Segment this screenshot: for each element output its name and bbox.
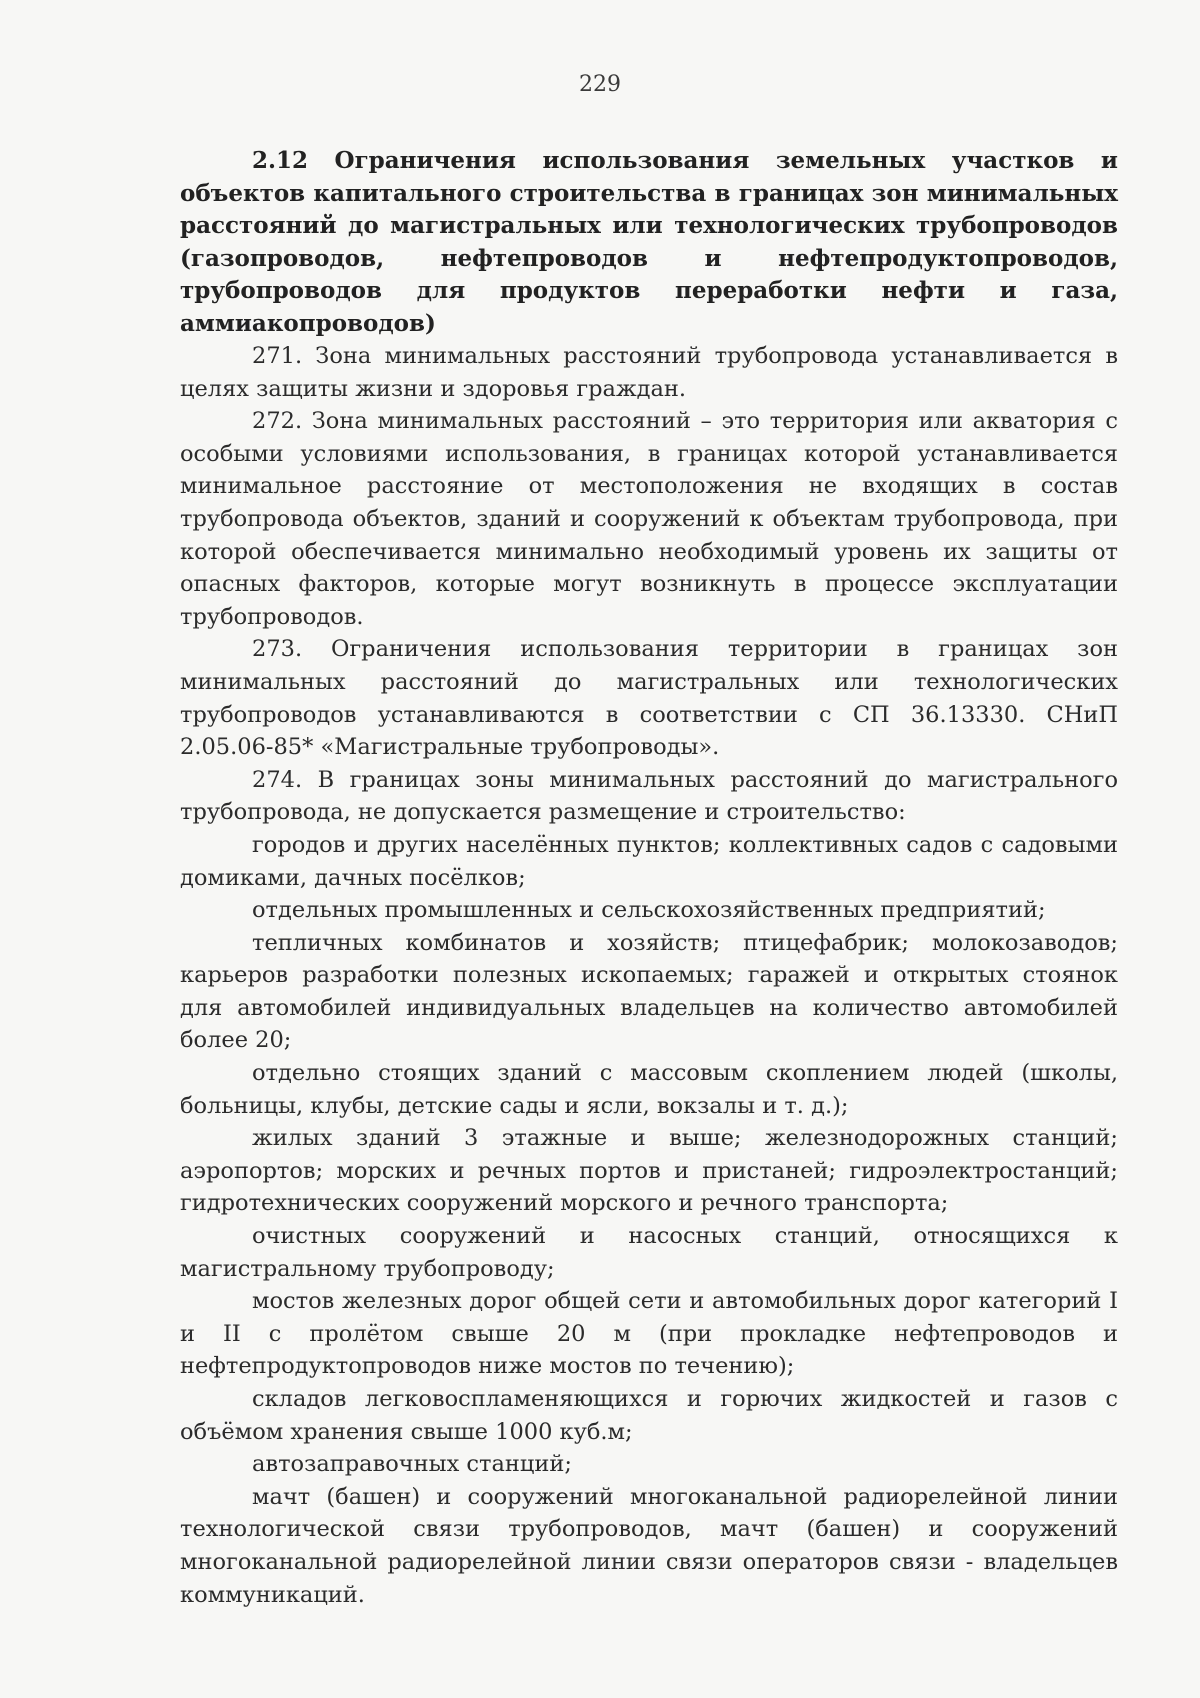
section-title: 2.12 Ограничения использования земельных участков и объектов капитального строительства в границах зон минимальных расстояний до магистральных или технологических трубопроводов (газопроводов, нефтепроводов и нефтепродуктопроводов, трубопроводов для продуктов переработки нефти и газа, аммиакопроводов) (180, 147, 1118, 337)
list-item: очистных сооружений и насосных станций, относящихся к магистральному трубопроводу; (180, 1223, 1118, 1282)
list-item: складов легковоспламеняющихся и горючих жидкостей и газов с объёмом хранения свыше 1000 куб.м; (180, 1386, 1118, 1445)
list-item: мостов железных дорог общей сети и автомобильных дорог категорий I и II с пролётом свыше 20 м (при прокладке нефтепроводов и нефтепродуктопроводов ниже мостов по течению); (180, 1288, 1118, 1380)
list-item: отдельных промышленных и сельскохозяйственных предприятий; (252, 897, 1046, 924)
document-body (180, 145, 1118, 1611)
paragraph-274: 274. В границах зоны минимальных расстояний до магистрального трубопровода, не допускается размещение и строительство: (180, 766, 1118, 826)
list-item: тепличных комбинатов и хозяйств; птицефабрик; молокозаводов; карьеров разработки полезных ископаемых; гаражей и открытых стоянок для автомобилей индивидуальных владельцев на количество автомобилей более 20; (180, 929, 1118, 1054)
page-number: 229 (579, 72, 621, 97)
list-item: жилых зданий 3 этажные и выше; железнодорожных станций; аэропортов; морских и речных портов и пристаней; гидроэлектростанций; гидротехнических сооружений морского и речного транспорта; (180, 1125, 1118, 1217)
list-item: городов и других населённых пунктов; коллективных садов с садовыми домиками, дачных посёлков; (180, 831, 1118, 891)
list-item: мачт (башен) и сооружений многоканальной радиорелейной линии технологической связи трубопроводов, мачт (башен) и сооружений многоканальной радиорелейной линии связи операторов связи - владельцев коммуникаций. (180, 1483, 1118, 1608)
list-item: автозаправочных станций; (252, 1451, 572, 1478)
list-item: отдельно стоящих зданий с массовым скоплением людей (школы, больницы, клубы, детские сады и ясли, вокзалы и т. д.); (180, 1060, 1118, 1119)
paragraph-273: 273. Ограничения использования территории в границах зон минимальных расстояний до магистральных или технологических трубопроводов устанавливаются в соответствии с СП 36.13330. СНиП 2.05.06-85* «Магистральные трубопроводы». (180, 636, 1118, 761)
paragraph-272: 272. Зона минимальных расстояний – это территория или акватория с особыми условиями использования, в границах которой устанавливается минимальное расстояние от местоположения не входящих в состав трубопровода объектов, зданий и сооружений к объектам трубопровода, при которой обеспечивается минимально необходимый уровень их защиты от опасных факторов, которые могут возникнуть в процессе эксплуатации трубопроводов. (180, 408, 1118, 630)
paragraph-271: 271. Зона минимальных расстояний трубопровода устанавливается в целях защиты жизни и здоровья граждан. (180, 343, 1118, 402)
